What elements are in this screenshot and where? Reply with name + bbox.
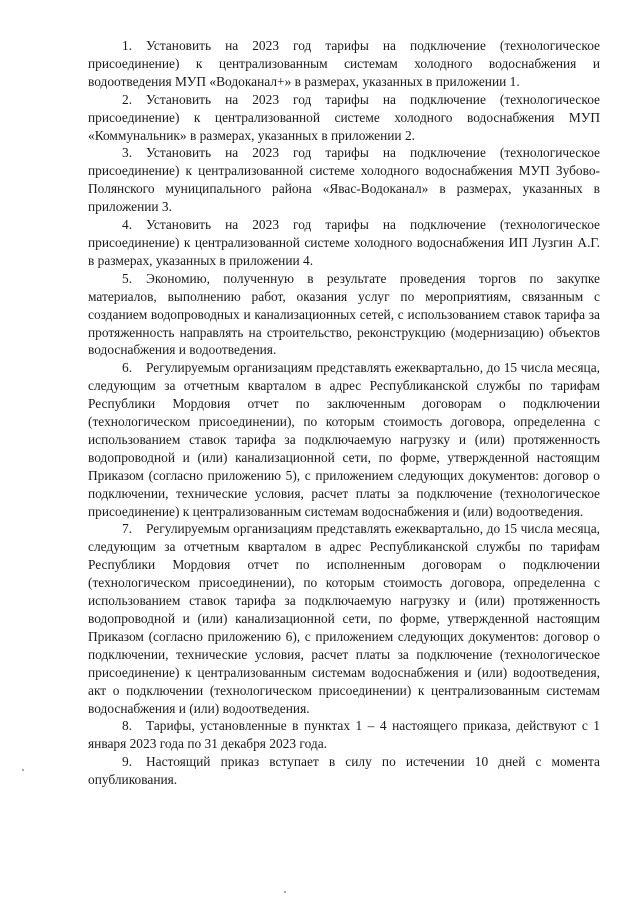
item-text: Установить на 2023 год тарифы на подключение (технологическое присоединение) к централизованной системе холодного водоснабжения МУП Зубово-Полянского муниципального района «Явас-Водоканал» в размерах, указанных в приложении 3. (88, 145, 600, 215)
item-text: Установить на 2023 год тарифы на подключение (технологическое присоединение) к централизованной системе холодного водоснабжения ИП Лузгин А.Г. в размерах, указанных в приложении 4. (88, 217, 600, 268)
item-text: Установить на 2023 год тарифы на подключение (технологическое присоединение) к централизованной системе холодного водоснабжения МУП «Коммунальник» в размерах, указанных в приложении 2. (88, 91, 600, 143)
paragraph-item-2 (88, 91, 600, 145)
item-number: 7. (122, 521, 133, 537)
item-text: Тарифы, установленные в пунктах 1 – 4 настоящего приказа, действуют с 1 января 2023 года по 31 декабря 2023 года. (88, 718, 600, 752)
item-number: 8. (122, 718, 133, 734)
paragraph-item-8 (88, 717, 600, 753)
item-text: Регулируемым организациям представлять ежеквартально, до 15 числа месяца, следующим за отчетным кварталом в адрес Республиканской службы по тарифам Республики Мордовия отчет по исполненным договорам о подключении (технологическом присоединении), по которым стоимость договора, определенна с использованием ставок тарифа за подключаемую нагрузку и (или) протяженность водопроводной и (или) канализационной сети, по форме, утвержденной настоящим Приказом (согласно приложению 6), с приложением следующих документов: договор о подключении, технические условия, расчет платы за подключение (технологическое присоединение) к централизованным системам водоснабжения и (или) водоотведения, акт о подключении (технологическом присоединении) к централизованным системам водоснабжения и (или) водоотведения. (88, 521, 600, 716)
item-text: Установить на 2023 год тарифы на подключение (технологическое присоединение) к централизованным системам холодного водоснабжения и водоотведения МУП «Водоканал+» в размерах, указанных в приложении 1. (88, 38, 600, 89)
item-text: Настоящий приказ вступает в силу по истечении 10 дней с момента опубликования. (88, 754, 600, 788)
paragraph-item-7 (88, 520, 600, 717)
paragraph-item-4 (88, 216, 600, 270)
paragraph-item-6 (88, 359, 600, 520)
item-number: 2. (122, 91, 133, 107)
scan-speck (284, 891, 286, 893)
scan-speck (22, 769, 24, 771)
item-number: 5. (122, 270, 133, 286)
paragraph-item-1 (88, 37, 600, 91)
paragraph-item-9 (88, 753, 600, 789)
item-number: 6. (122, 360, 133, 376)
item-number: 3. (122, 145, 133, 161)
paragraph-item-5 (88, 270, 600, 360)
item-number: 9. (122, 754, 133, 770)
item-text: Регулируемым организациям представлять ежеквартально, до 15 числа месяца, следующим за отчетным кварталом в адрес Республиканской службы по тарифам Республики Мордовия отчет по заключенным договорам о подключении (технологическом присоединении), по которым стоимость договора, определенна с использованием ставок тарифа за подключаемую нагрузку и (или) протяженность водопроводной и (или) канализационной сети, по форме, утвержденной настоящим Приказом (согласно приложению 5), с приложением следующих документов: договор о подключении, технические условия, расчет платы за подключение (технологическое присоединение) к централизованным системам водоснабжения и (или) водоотведения. (88, 360, 600, 519)
document-body (88, 37, 600, 789)
paragraph-item-3 (88, 144, 600, 216)
item-number: 1. (122, 38, 133, 53)
item-number: 4. (122, 217, 133, 233)
item-text: Экономию, полученную в результате проведения торгов по закупке материалов, выполнению работ, оказания услуг по мероприятиям, связанным с созданием водопроводных и канализационных сетей, с использованием ставок тарифа за протяженность направлять на строительство, реконструкцию (модернизацию) объектов водоснабжения и водоотведения. (88, 270, 600, 358)
